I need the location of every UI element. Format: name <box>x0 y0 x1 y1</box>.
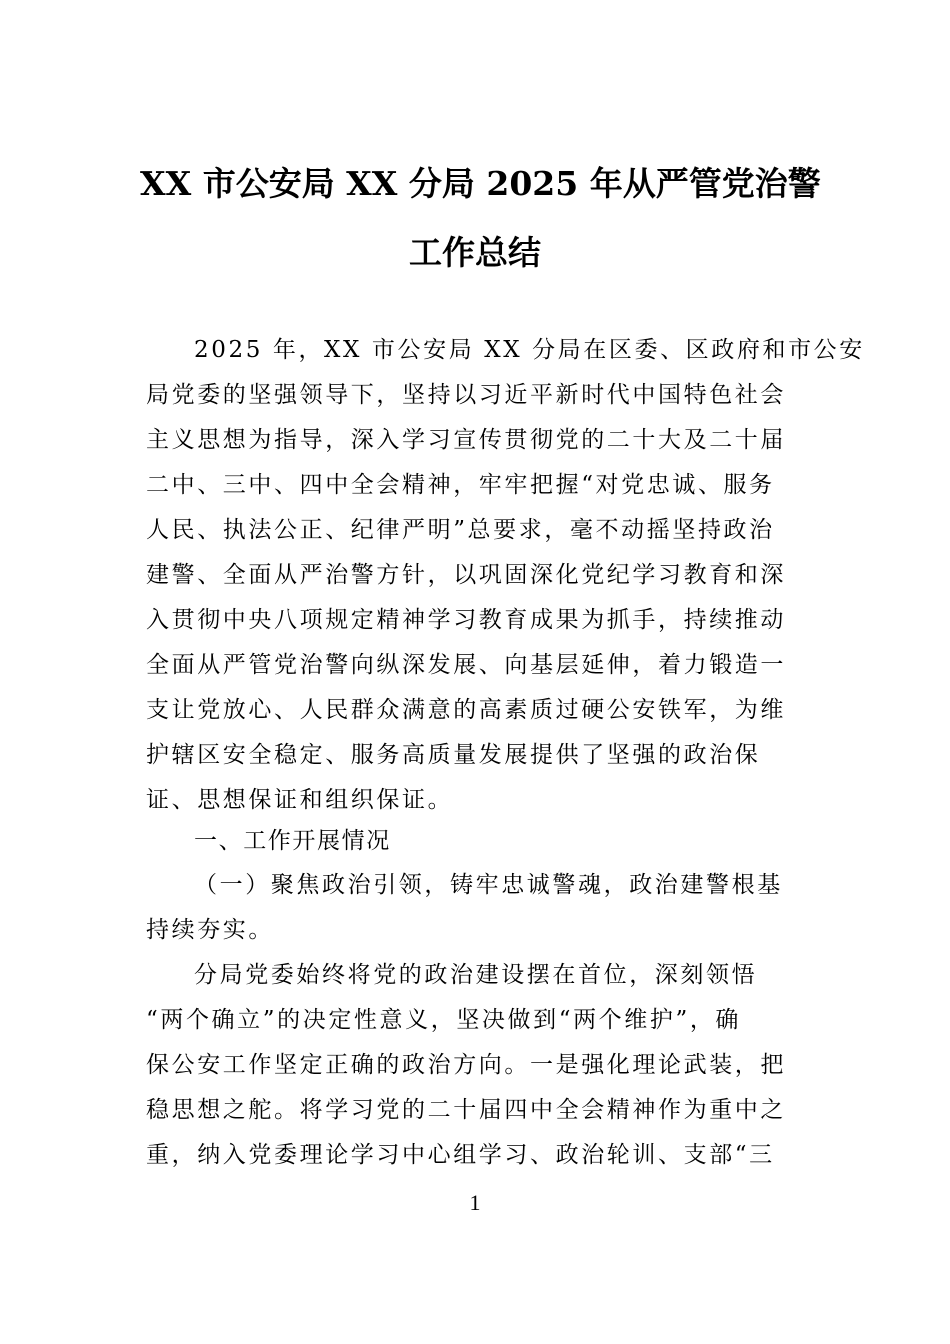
paragraph-line: 2025 年，XX 市公安局 XX 分局在区委、区政府和市公安 <box>194 337 865 363</box>
paragraph-line: 局党委的坚强领导下，坚持以习近平新时代中国特色社会 <box>146 382 786 408</box>
document-title-line-1: XX 市公安局 XX 分局 2025 年从严管党治警 <box>140 164 821 203</box>
paragraph-line: 建警、全面从严治警方针，以巩固深化党纪学习教育和深 <box>146 562 786 588</box>
paragraph-line: 稳思想之舵。将学习党的二十届四中全会精神作为重中之 <box>146 1097 786 1123</box>
paragraph-line: 主义思想为指导，深入学习宣传贯彻党的二十大及二十届 <box>146 427 786 453</box>
page-number: 1 <box>469 1190 481 1215</box>
document-title-line-2: 工作总结 <box>409 233 541 272</box>
paragraph-line: 保公安工作坚定正确的政治方向。一是强化理论武装，把 <box>146 1052 786 1078</box>
paragraph-line: 人民、执法公正、纪律严明”总要求，毫不动摇坚持政治 <box>146 517 775 543</box>
paragraph-line: 入贯彻中央八项规定精神学习教育成果为抓手，持续推动 <box>146 607 786 633</box>
paragraph-line: 全面从严管党治警向纵深发展、向基层延伸，着力锻造一 <box>146 652 786 678</box>
paragraph-line: 分局党委始终将党的政治建设摆在首位，深刻领悟 <box>194 962 758 988</box>
paragraph-line: “两个确立”的决定性意义，坚决做到“两个维护”，确 <box>146 1007 742 1033</box>
paragraph-line: 证、思想保证和组织保证。 <box>146 787 454 813</box>
subsection-heading-line: （一）聚焦政治引领，铸牢忠诚警魂，政治建警根基 <box>194 872 783 898</box>
paragraph-line: 支让党放心、人民群众满意的高素质过硬公安铁军，为维 <box>146 697 786 723</box>
paragraph-line: 护辖区安全稳定、服务高质量发展提供了坚强的政治保 <box>146 742 761 768</box>
section-heading: 一、工作开展情况 <box>194 828 391 854</box>
paragraph-line: 重，纳入党委理论学习中心组学习、政治轮训、支部“三 <box>146 1142 775 1168</box>
paragraph-line: 二中、三中、四中全会精神，牢牢把握“对党忠诚、服务 <box>146 472 775 498</box>
subsection-heading-line: 持续夯实。 <box>146 917 274 943</box>
